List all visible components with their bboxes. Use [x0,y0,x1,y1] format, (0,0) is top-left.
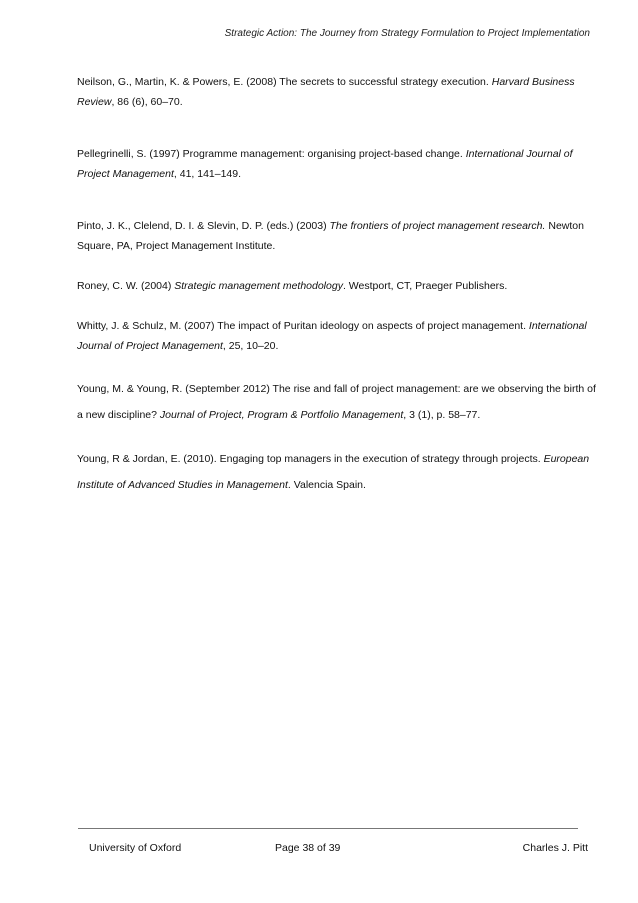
reference-entry [77,446,597,498]
reference-details: , 25, 10–20. [222,340,279,352]
footer-divider [78,828,578,829]
reference-source-title: International Journal of Project Management [77,320,587,352]
reference-details: Newton Square, PA, Project Management Institute. [77,220,584,252]
reference-source-title: Strategic management methodology [174,280,343,292]
reference-entry [77,316,597,356]
reference-source-title: Harvard Business Review [77,76,575,108]
reference-list [77,72,597,530]
reference-entry [77,276,597,296]
reference-details: . Westport, CT, Praeger Publishers. [342,280,508,292]
reference-source-title: The frontiers of project management research. [329,220,546,232]
reference-text: Whitty, J. & Schulz, M. (2007) The impact of Puritan ideology on aspects of project management. [77,320,529,332]
reference-details: , 3 (1), p. 58–77. [403,409,481,421]
reference-details: , 86 (6), 60–70. [111,96,183,108]
reference-details: . Valencia Spain. [287,479,366,491]
footer-page-number: Page 38 of 39 [275,842,341,854]
reference-entry [77,144,597,184]
reference-text: Roney, C. W. (2004) [77,280,175,292]
reference-text: Pinto, J. K., Clelend, D. I. & Slevin, D. P. (eds.) (2003) [77,220,330,232]
reference-source-title: Journal of Project, Program & Portfolio Management [159,409,404,421]
reference-entry [77,216,597,256]
reference-details: , 41, 141–149. [173,168,242,180]
reference-entry [77,72,597,112]
reference-text: Young, M. & Young, R. (September 2012) The rise and fall of project management: are we observing the birth of a new discipline? [77,383,596,421]
reference-entry [77,376,597,428]
footer-author: Charles J. Pitt [522,842,588,854]
reference-text: Young, R & Jordan, E. (2010). Engaging top managers in the execution of strategy through projects. [77,453,544,465]
running-header: Strategic Action: The Journey from Strategy Formulation to Project Implementation [224,28,590,39]
reference-text: Neilson, G., Martin, K. & Powers, E. (2008) The secrets to successful strategy execution. [77,76,492,88]
reference-text: Pellegrinelli, S. (1997) Programme management: organising project-based change. [77,148,466,160]
reference-source-title: International Journal of Project Management [77,148,573,180]
footer-institution: University of Oxford [89,842,182,854]
reference-source-title: European Institute of Advanced Studies in Management [77,453,590,491]
